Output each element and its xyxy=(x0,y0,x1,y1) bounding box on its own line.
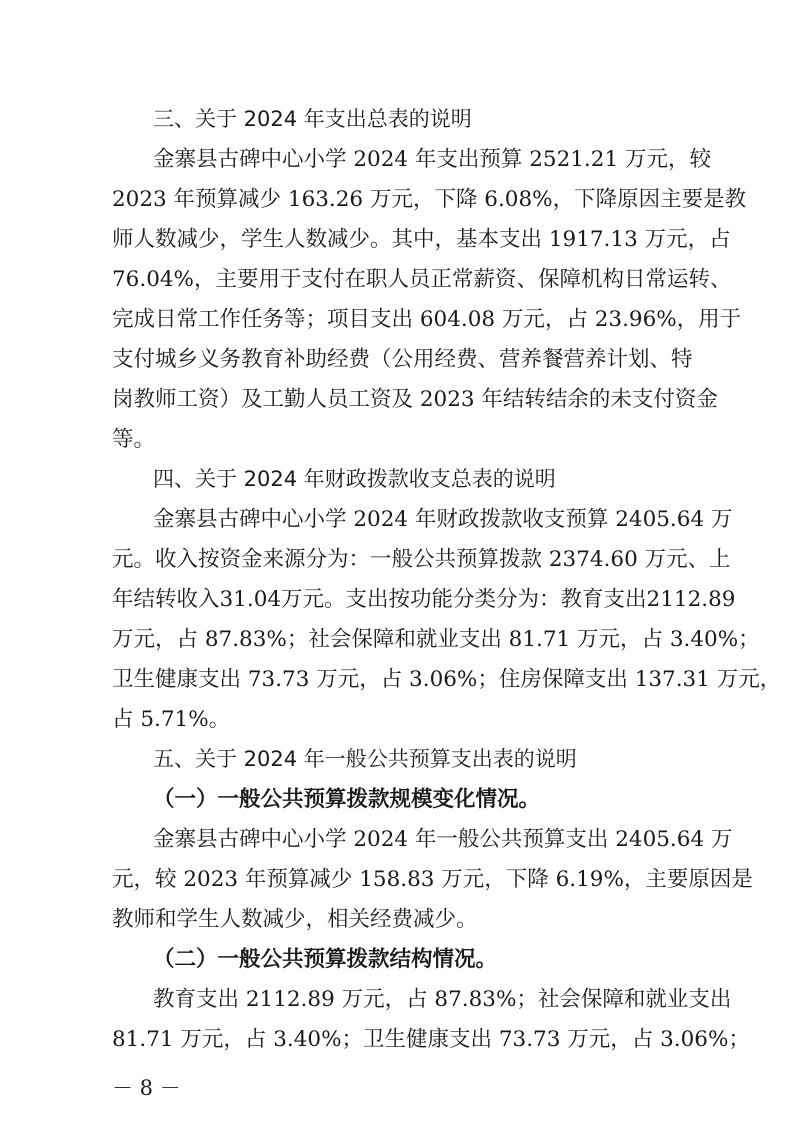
paragraph-line: 2023 年预算减少 163.26 万元，下降 6.08%，下降原因主要是教 xyxy=(112,187,747,212)
paragraph-line: 金寨县古碑中心小学 2024 年一般公共预算支出 2405.64 万 xyxy=(153,827,733,852)
section-heading-4: 四、关于 2024 年财政拨款收支总表的说明 xyxy=(153,467,556,491)
paragraph-line: 占 5.71%。 xyxy=(112,707,231,732)
paragraph-line: 元。收入按资金来源分为：一般公共预算拨款 2374.60 万元、上 xyxy=(112,547,731,572)
subsection-heading-2: （二）一般公共预算拨款结构情况。 xyxy=(153,947,498,972)
paragraph-line: 师人数减少，学生人数减少。其中，基本支出 1917.13 万元，占 xyxy=(112,227,731,252)
paragraph-line: 教育支出 2112.89 万元，占 87.83%；社会保障和就业支出 xyxy=(153,987,732,1012)
paragraph-line: 教师和学生人数减少，相关经费减少。 xyxy=(112,907,478,932)
paragraph-line: 万元，占 87.83%；社会保障和就业支出 81.71 万元，占 3.40%； xyxy=(112,627,760,652)
section-heading-3: 三、关于 2024 年支出总表的说明 xyxy=(153,107,472,131)
paragraph-line: 元，较 2023 年预算减少 158.83 万元，下降 6.19%，主要原因是 xyxy=(112,867,753,892)
paragraph-line: 完成日常工作任务等；项目支出 604.08 万元，占 23.96%，用于 xyxy=(112,307,742,332)
paragraph-line: 卫生健康支出 73.73 万元，占 3.06%；住房保障支出 137.31 万元， xyxy=(112,667,782,692)
paragraph-line: 76.04%，主要用于支付在职人员正常薪资、保障机构日常运转、 xyxy=(112,267,732,292)
page-number: － 8 － xyxy=(112,1076,181,1100)
paragraph-line: 金寨县古碑中心小学 2024 年支出预算 2521.21 万元，较 xyxy=(153,147,711,172)
paragraph-line: 81.71 万元，占 3.40%；卫生健康支出 73.73 万元，占 3.06%； xyxy=(112,1027,750,1052)
paragraph-line: 支付城乡义务教育补助经费（公用经费、营养餐营养计划、特 xyxy=(112,347,693,372)
paragraph-line: 年结转收入31.04万元。支出按功能分类分为：教育支出2112.89 xyxy=(112,587,736,612)
subsection-heading-1: （一）一般公共预算拨款规模变化情况。 xyxy=(153,787,541,812)
paragraph-line: 金寨县古碑中心小学 2024 年财政拨款收支预算 2405.64 万 xyxy=(153,507,733,532)
paragraph-line: 等。 xyxy=(112,427,156,452)
section-heading-5: 五、关于 2024 年一般公共预算支出表的说明 xyxy=(153,747,577,771)
paragraph-line: 岗教师工资）及工勤人员工资及 2023 年结转结余的未支付资金 xyxy=(112,387,718,412)
